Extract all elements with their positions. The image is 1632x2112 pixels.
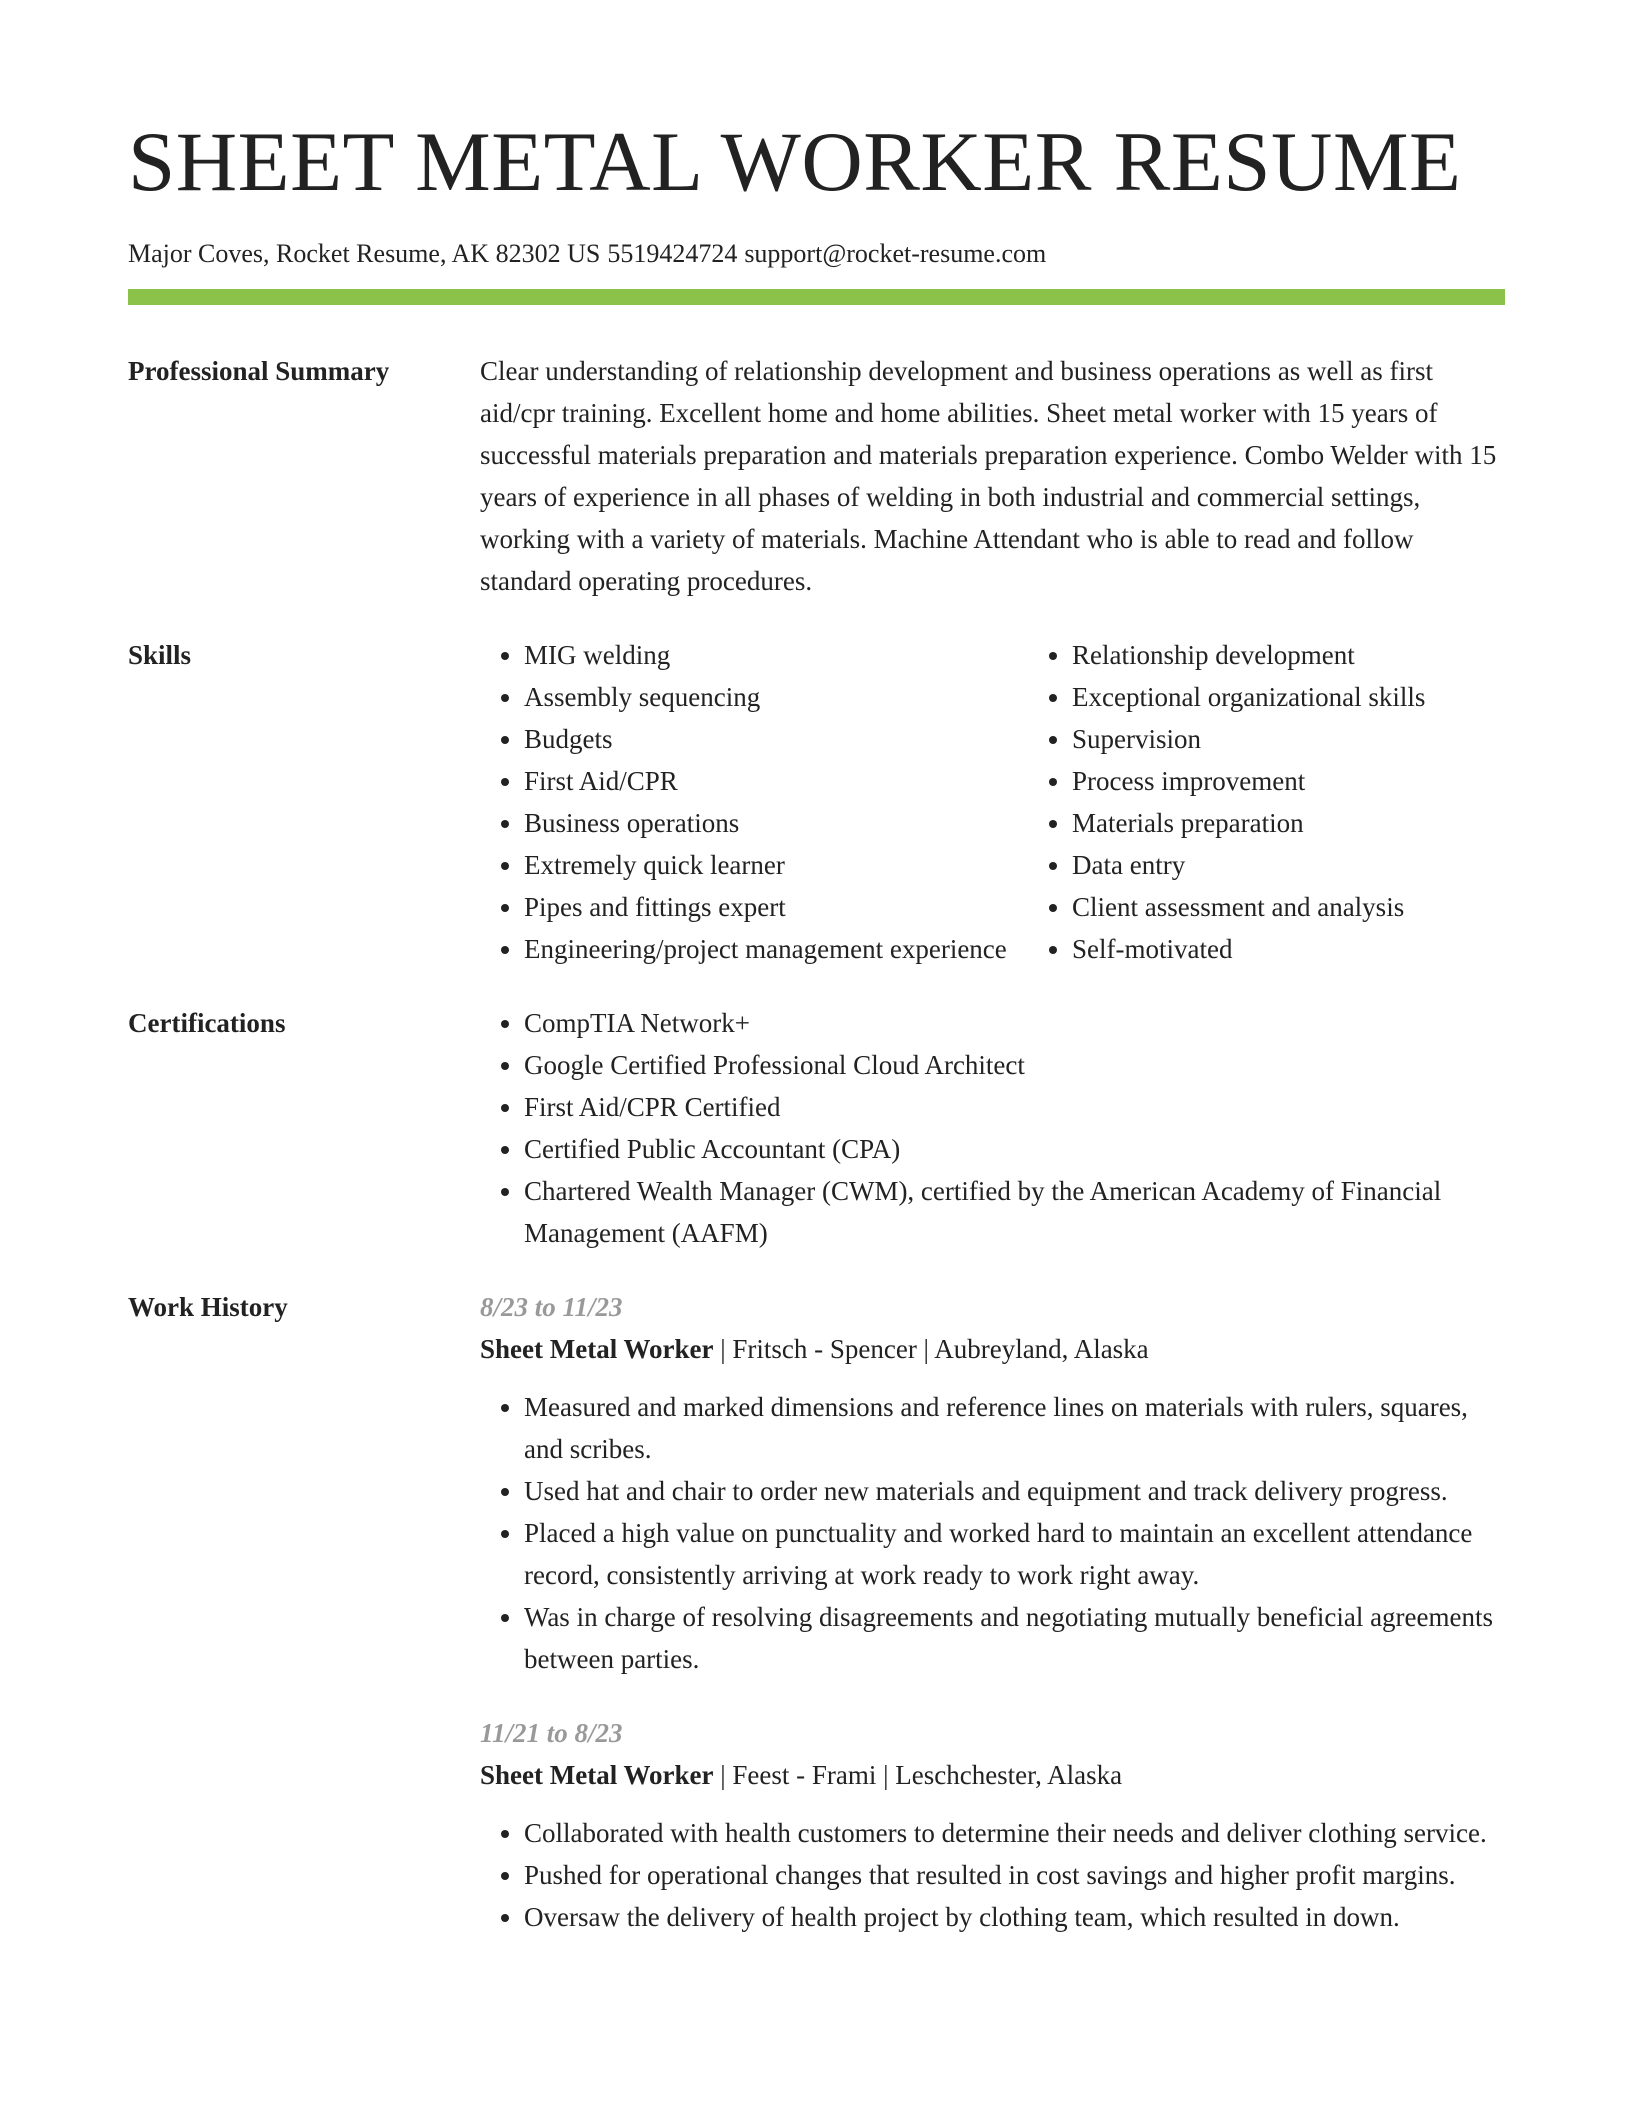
skill-item: • Budgets [524,718,1028,760]
skill-item: • Assembly sequencing [524,676,1028,718]
job-title: Sheet Metal Worker [480,1334,714,1364]
job-dates: 11/21 to 8/23 [480,1718,623,1748]
skill-item: • Business operations [524,802,1028,844]
resume-title: SHEET METAL WORKER RESUME [128,115,1462,209]
certifications-label: Certifications [128,1008,286,1038]
skill-item: • Extremely quick learner [524,844,1028,886]
contact-email: support@rocket-resume.com [744,239,1047,268]
job-company-location: | Feest - Frami | Leschchester, Alaska [720,1760,1123,1790]
job-duties-list [480,1812,1505,1938]
certification-item: • CompTIA Network+ [524,1002,1505,1044]
certification-item: • First Aid/CPR Certified [524,1086,1505,1128]
skill-item: • Exceptional organizational skills [1072,676,1505,718]
skill-item: • MIG welding [524,634,1028,676]
summary-body [480,350,1505,602]
job-entry [480,1712,1505,1938]
certifications-section [128,1002,1505,1254]
contact-address: Major Coves, Rocket Resume, AK 82302 US [128,239,601,268]
job-title-line [480,1328,1505,1370]
job-title: Sheet Metal Worker [480,1760,714,1790]
skill-item: • Client assessment and analysis [1072,886,1505,928]
job-duty: • Oversaw the delivery of health project by clothing team, which resulted in down. [524,1896,1505,1938]
contact-phone: 5519424724 [607,239,738,268]
skills-section [128,634,1505,970]
summary-label: Professional Summary [128,356,390,386]
skill-item: • Self-motivated [1072,928,1505,970]
certifications-body [480,1002,1505,1254]
skills-columns [480,634,1505,970]
job-entry [480,1286,1505,1680]
skills-list-right [1028,634,1505,970]
job-duty: • Collaborated with health customers to determine their needs and deliver clothing service. [524,1812,1505,1854]
job-duty: • Measured and marked dimensions and reference lines on materials with rulers, squares, and scribes. [524,1386,1505,1470]
job-duty: • Pushed for operational changes that resulted in cost savings and higher profit margins. [524,1854,1505,1896]
job-duty: • Used hat and chair to order new materials and equipment and track delivery progress. [524,1470,1505,1512]
skill-item: • Materials preparation [1072,802,1505,844]
skill-item: • Data entry [1072,844,1505,886]
summary-text: Clear understanding of relationship development and business operations as well as first aid/cpr training. Excellent home and home abilities. Sheet metal worker with 15 years of successful materials preparation and materials preparation experience. Combo Welder with 15 years of experience in all phases of welding in both industrial and commercial settings, working with a variety of materials. Machine Attendant who is able to read and follow standard operating procedures. [480,356,1497,596]
skill-item: • Relationship development [1072,634,1505,676]
certification-item: • Certified Public Accountant (CPA) [524,1128,1505,1170]
work-history-label: Work History [128,1292,288,1322]
work-history-section [128,1286,1505,1970]
job-duties-list [480,1386,1505,1680]
skill-item: • Pipes and fittings expert [524,886,1028,928]
work-history-body [480,1286,1505,1970]
skill-item: • Supervision [1072,718,1505,760]
job-title-line [480,1754,1505,1796]
skill-item: • First Aid/CPR [524,760,1028,802]
certifications-list [480,1002,1505,1254]
accent-divider [128,289,1505,305]
summary-section [128,350,1505,602]
job-dates: 8/23 to 11/23 [480,1292,623,1322]
skills-list-left [480,634,1028,970]
job-duty: • Placed a high value on punctuality and worked hard to maintain an excellent attendance record, consistently arriving at work ready to work right away. [524,1512,1505,1596]
contact-line [128,237,1505,271]
certification-item: • Google Certified Professional Cloud Architect [524,1044,1505,1086]
skills-label: Skills [128,640,192,670]
certification-item: • Chartered Wealth Manager (CWM), certified by the American Academy of Financial Management (AAFM) [524,1170,1505,1254]
skill-item: • Engineering/project management experience [524,928,1028,970]
job-duty: • Was in charge of resolving disagreements and negotiating mutually beneficial agreements between parties. [524,1596,1505,1680]
skill-item: • Process improvement [1072,760,1505,802]
job-company-location: | Fritsch - Spencer | Aubreyland, Alaska [720,1334,1149,1364]
